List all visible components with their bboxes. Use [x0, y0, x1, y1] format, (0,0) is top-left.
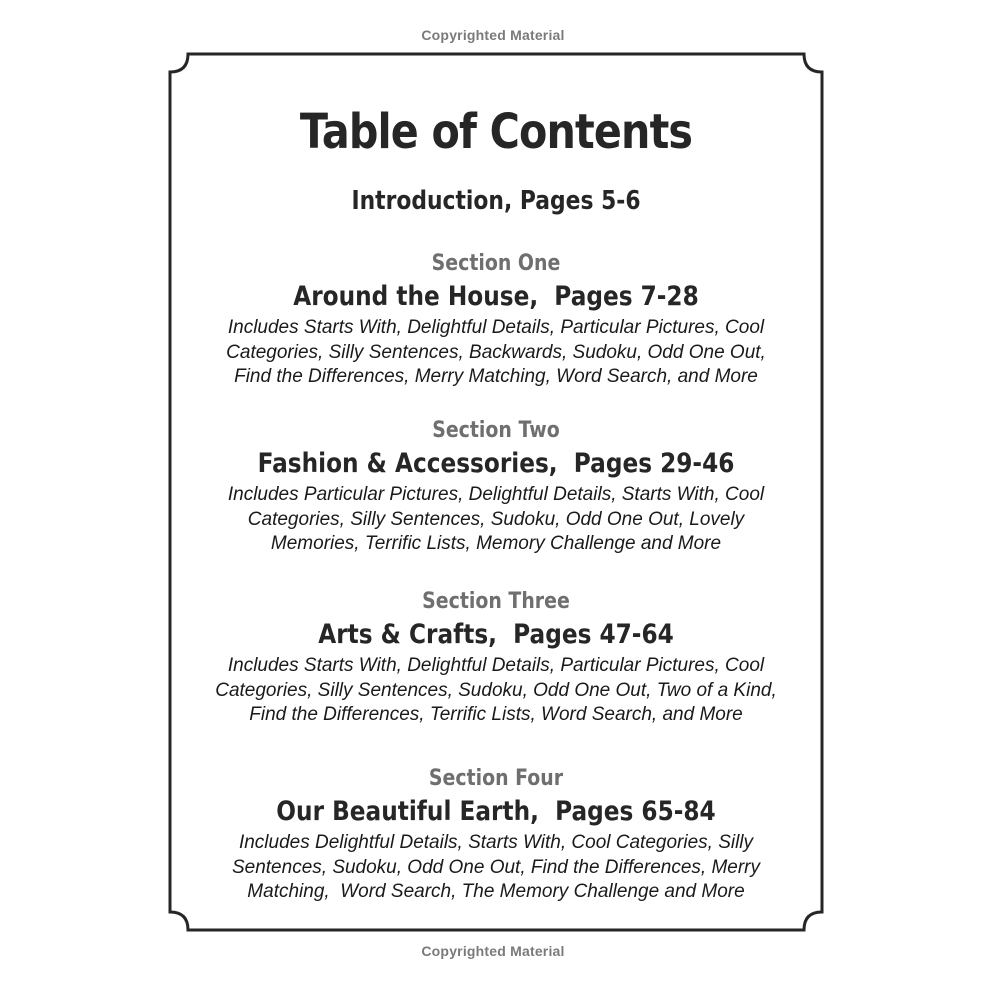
section-three	[168, 587, 824, 728]
section-label: Section One	[431, 251, 561, 276]
description-line: Find the Differences, Terrific Lists, Word Search, and More	[249, 704, 743, 725]
section-two	[168, 416, 824, 557]
table-of-contents	[168, 52, 824, 932]
section-label: Section Three	[422, 589, 570, 614]
description-line: Memories, Terrific Lists, Memory Challenge and More	[270, 533, 722, 554]
section-description	[168, 483, 824, 557]
section-heading: Our Beautiful Earth, Pages 65-84	[276, 796, 716, 827]
description-line: Categories, Silly Sentences, Sudoku, Odd One Out, Two of a Kind,	[215, 679, 777, 701]
copyright-notice-top: Copyrighted Material	[421, 27, 565, 43]
description-line: Find the Differences, Merry Matching, Word Search, and More	[234, 366, 758, 387]
introduction-entry: Introduction, Pages 5-6	[351, 186, 641, 216]
section-description	[168, 316, 824, 390]
section-label: Section Four	[428, 766, 564, 791]
copyright-notice-bottom: Copyrighted Material	[421, 943, 565, 959]
description-line: Includes Delightful Details, Starts With, Cool Categories, Silly	[238, 832, 754, 853]
description-line: Includes Starts With, Delightful Details, Particular Pictures, Cool	[227, 317, 765, 338]
section-description	[168, 654, 824, 728]
page-title: Table of Contents	[299, 104, 693, 160]
description-line: Includes Starts With, Delightful Details, Particular Pictures, Cool	[227, 655, 765, 676]
section-label: Section Two	[432, 418, 560, 443]
section-heading: Fashion & Accessories, Pages 29-46	[257, 448, 735, 479]
description-line: Categories, Silly Sentences, Backwards, Sudoku, Odd One Out,	[226, 341, 766, 363]
section-heading: Around the House, Pages 7-28	[293, 281, 699, 312]
description-line: Matching, Word Search, The Memory Challenge and More	[247, 881, 745, 902]
section-one	[168, 249, 824, 390]
section-description	[168, 831, 824, 905]
description-line: Sentences, Sudoku, Odd One Out, Find the Differences, Merry	[231, 856, 761, 878]
section-heading: Arts & Crafts, Pages 47-64	[318, 619, 674, 650]
section-four	[168, 764, 824, 905]
description-line: Categories, Silly Sentences, Sudoku, Odd One Out, Lovely	[247, 508, 745, 530]
description-line: Includes Particular Pictures, Delightful Details, Starts With, Cool	[227, 484, 765, 505]
